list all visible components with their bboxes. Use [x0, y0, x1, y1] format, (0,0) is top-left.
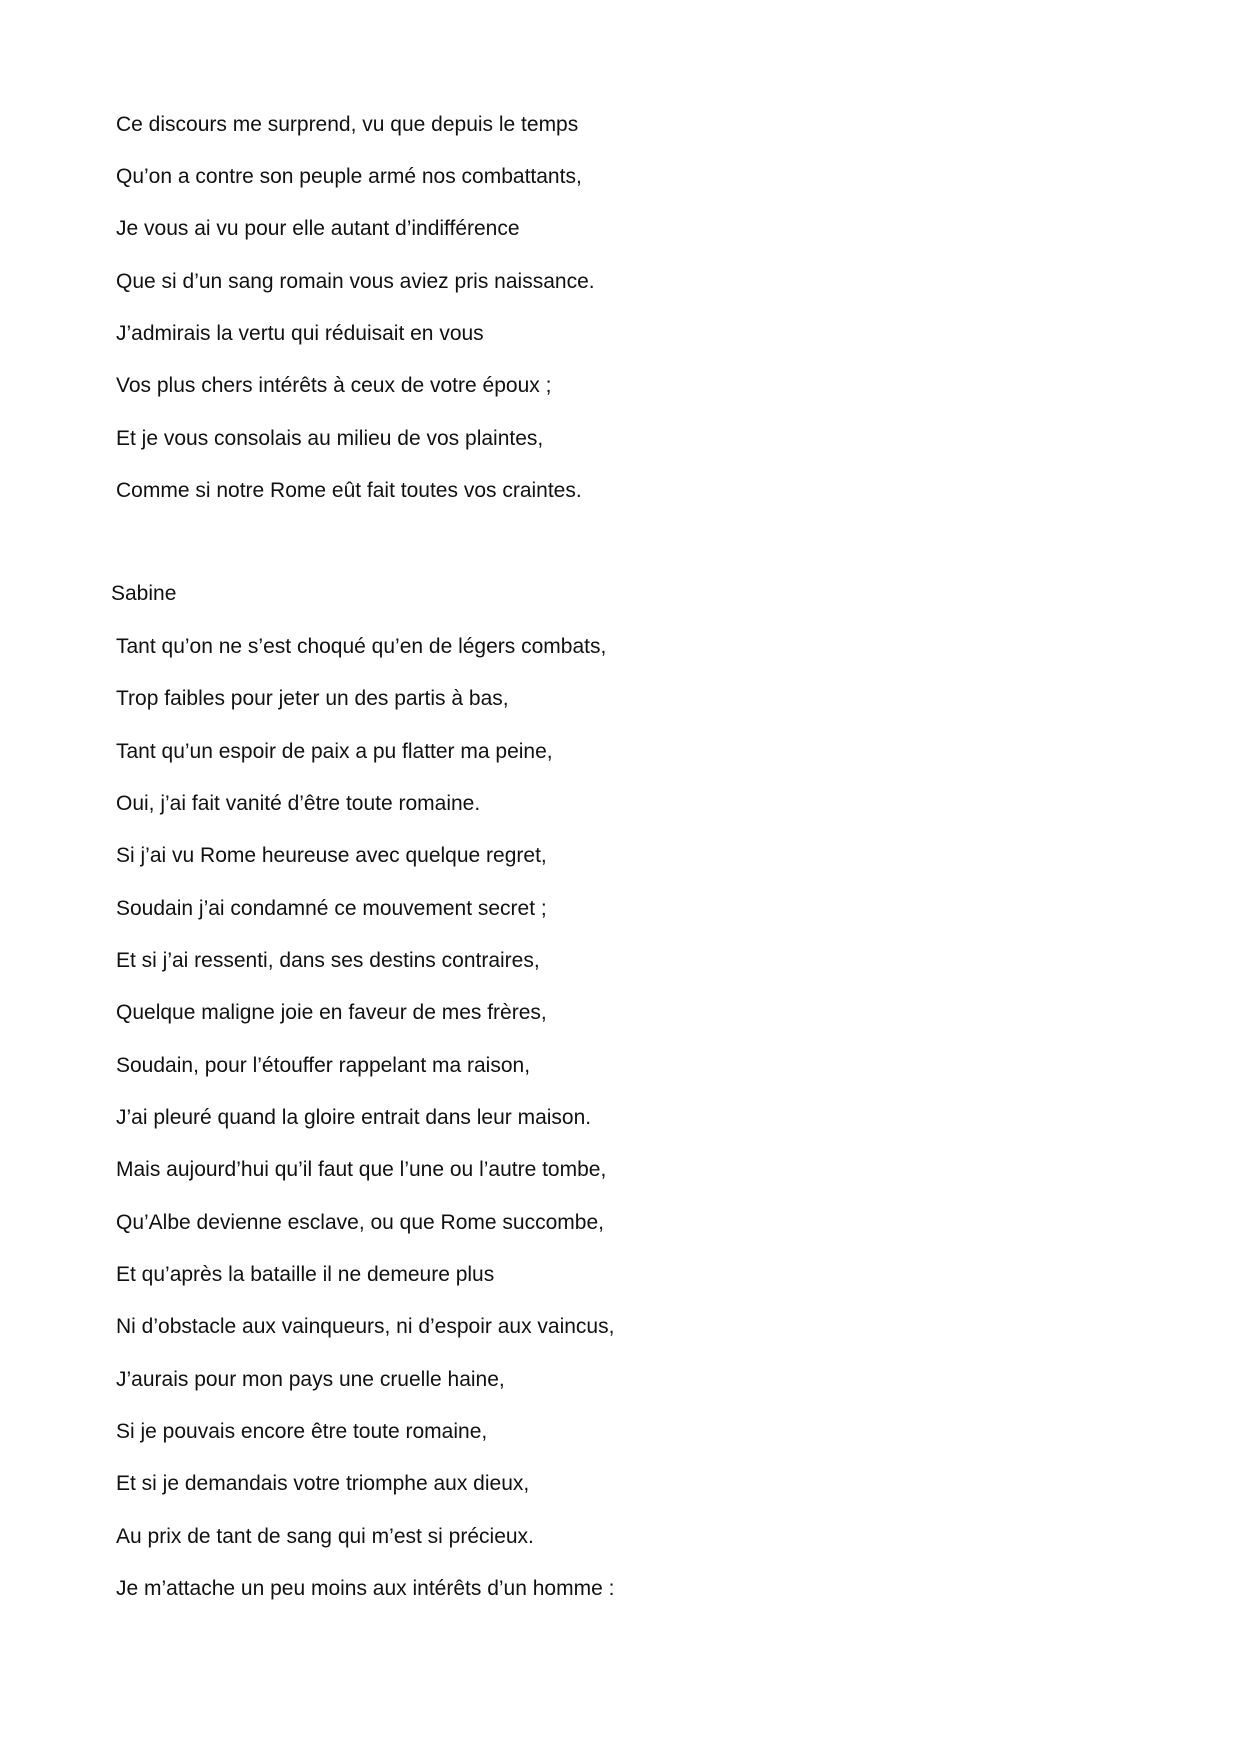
verse-line: Et si j’ai ressenti, dans ses destins contraires, — [116, 949, 540, 972]
verse-line: Quelque maligne joie en faveur de mes frères, — [116, 1001, 547, 1024]
verse-line: Vos plus chers intérêts à ceux de votre époux ; — [116, 374, 552, 397]
verse-line: Oui, j’ai fait vanité d’être toute romaine. — [116, 792, 481, 815]
verse-line: Je vous ai vu pour elle autant d’indifférence — [116, 217, 520, 240]
verse-line: Si je pouvais encore être toute romaine, — [116, 1420, 488, 1443]
verse-line: Mais aujourd’hui qu’il faut que l’une ou l’autre tombe, — [116, 1158, 607, 1181]
verse-line: J’aurais pour mon pays une cruelle haine, — [116, 1368, 505, 1391]
verse-line: Tant qu’on ne s’est choqué qu’en de légers combats, — [116, 635, 607, 658]
verse-line: Soudain j’ai condamné ce mouvement secret ; — [116, 897, 547, 920]
verse-line: Au prix de tant de sang qui m’est si précieux. — [116, 1525, 534, 1548]
verse-line: Ni d’obstacle aux vainqueurs, ni d’espoir aux vaincus, — [116, 1315, 615, 1338]
verse-line: Trop faibles pour jeter un des partis à bas, — [116, 687, 509, 710]
verse-line: Et je vous consolais au milieu de vos plaintes, — [116, 427, 544, 450]
verse-line: Soudain, pour l’étouffer rappelant ma raison, — [116, 1054, 531, 1077]
verse-line: Si j’ai vu Rome heureuse avec quelque regret, — [116, 844, 547, 867]
verse-line: Et si je demandais votre triomphe aux dieux, — [116, 1472, 530, 1495]
verse-line: Ce discours me surprend, vu que depuis le temps — [116, 113, 579, 136]
verse-line: Comme si notre Rome eût fait toutes vos craintes. — [116, 479, 582, 502]
verse-line: Qu’on a contre son peuple armé nos combattants, — [116, 165, 582, 188]
verse-line: Que si d’un sang romain vous aviez pris naissance. — [116, 270, 595, 293]
verse-line: Je m’attache un peu moins aux intérêts d’un homme : — [116, 1577, 615, 1600]
verse-line: J’ai pleuré quand la gloire entrait dans leur maison. — [116, 1106, 592, 1129]
verse-line: Et qu’après la bataille il ne demeure plus — [116, 1263, 495, 1286]
speaker-name: Sabine — [111, 582, 177, 605]
verse-line: Tant qu’un espoir de paix a pu flatter ma peine, — [116, 740, 553, 763]
verse-line: J’admirais la vertu qui réduisait en vous — [116, 322, 484, 345]
verse-line: Qu’Albe devienne esclave, ou que Rome succombe, — [116, 1211, 604, 1234]
